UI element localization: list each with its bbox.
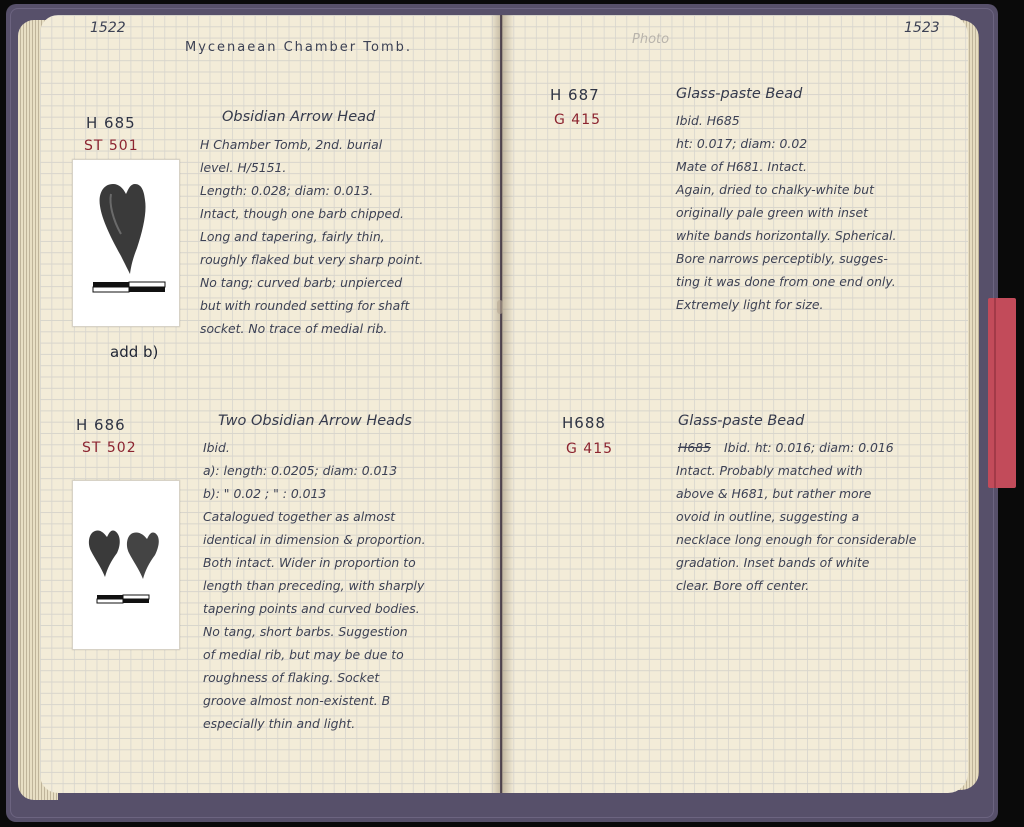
description-line: originally pale green with inset — [676, 205, 868, 220]
description-line: length than preceding, with sharply — [203, 578, 425, 593]
description-line: Both intact. Wider in proportion to — [203, 555, 416, 570]
glass-number: G 415 — [554, 112, 602, 128]
description-line: especially thin and light. — [203, 716, 356, 731]
description-line: Again, dried to chalky-white but — [676, 182, 874, 197]
pencil-note: Photo — [632, 32, 670, 47]
description-line: roughly flaked but very sharp point. — [200, 252, 424, 267]
description-line: Ibid. — [203, 440, 230, 455]
page-number: 1523 — [904, 20, 940, 36]
description-line: Ibid. ht: 0.016; diam: 0.016 — [724, 440, 894, 455]
entry-description — [200, 133, 423, 340]
description-line: Length: 0.028; diam: 0.013. — [200, 183, 374, 198]
catalogue-number: H 686 — [76, 416, 126, 434]
entry-heading: Glass-paste Bead — [678, 413, 805, 429]
addendum-note: add b) — [110, 343, 159, 361]
description-line: No tang; curved barb; unpierced — [200, 275, 403, 290]
description-line: groove almost non-existent. B — [203, 693, 391, 708]
description-line: Intact. Probably matched with — [676, 463, 863, 478]
arrowhead-photo — [72, 159, 180, 327]
description-line: of medial rib, but may be due to — [203, 647, 404, 662]
description-line: a): length: 0.0205; diam: 0.013 — [203, 463, 398, 478]
page-number: 1522 — [90, 20, 126, 36]
description-line: Long and tapering, fairly thin, — [200, 229, 385, 244]
description-line: Extremely light for size. — [676, 297, 824, 312]
description-line: gradation. Inset bands of white — [676, 555, 870, 570]
catalogue-number: H688 — [562, 414, 606, 432]
glass-number: G 415 — [566, 441, 614, 457]
bookmark-ribbon — [988, 298, 1016, 488]
description-line: ting it was done from one end only. — [676, 274, 896, 289]
entry-heading: Obsidian Arrow Head — [222, 109, 376, 125]
description-line: ht: 0.017; diam: 0.02 — [676, 136, 808, 151]
catalogue-number: H 687 — [550, 86, 600, 104]
stone-number: ST 501 — [84, 138, 139, 154]
description-line: Mate of H681. Intact. — [676, 159, 807, 174]
description-line: above & H681, but rather more — [676, 486, 872, 501]
description-line: level. H/5151. — [200, 160, 287, 175]
arrowhead-illustration — [73, 160, 179, 326]
description-line: Intact, though one barb chipped. — [200, 206, 404, 221]
book-gutter — [490, 15, 514, 793]
description-line: necklace long enough for considerable — [676, 532, 917, 547]
struck-out-text: H685 — [678, 440, 711, 455]
description-line: white bands horizontally. Spherical. — [676, 228, 897, 243]
ink-smudge — [497, 300, 503, 314]
description-line: Catalogued together as almost — [203, 509, 396, 524]
description-line: H Chamber Tomb, 2nd. burial — [200, 137, 383, 152]
description-line: No tang, short barbs. Suggestion — [203, 624, 408, 639]
description-line: identical in dimension & proportion. — [203, 532, 426, 547]
description-line: tapering points and curved bodies. — [203, 601, 420, 616]
description-line: roughness of flaking. Socket — [203, 670, 380, 685]
entry-heading: Two Obsidian Arrow Heads — [218, 413, 412, 429]
entry-description — [676, 436, 916, 597]
entry-heading: Glass-paste Bead — [676, 86, 803, 102]
arrowheads-photo — [72, 480, 180, 650]
entry-description — [203, 436, 426, 735]
page-title: Mycenaean Chamber Tomb. — [185, 40, 413, 55]
description-line: ovoid in outline, suggesting a — [676, 509, 860, 524]
description-line: b): " 0.02 ; " : 0.013 — [203, 486, 327, 501]
catalogue-number: H 685 — [86, 114, 136, 132]
description-line: Bore narrows perceptibly, sugges- — [676, 251, 888, 266]
description-line: Ibid. H685 — [676, 113, 740, 128]
description-line: but with rounded setting for shaft — [200, 298, 410, 313]
description-line: socket. No trace of medial rib. — [200, 321, 388, 336]
stone-number: ST 502 — [82, 440, 137, 456]
entry-description — [676, 109, 896, 316]
description-line: clear. Bore off center. — [676, 578, 810, 593]
arrowheads-illustration — [73, 481, 179, 649]
